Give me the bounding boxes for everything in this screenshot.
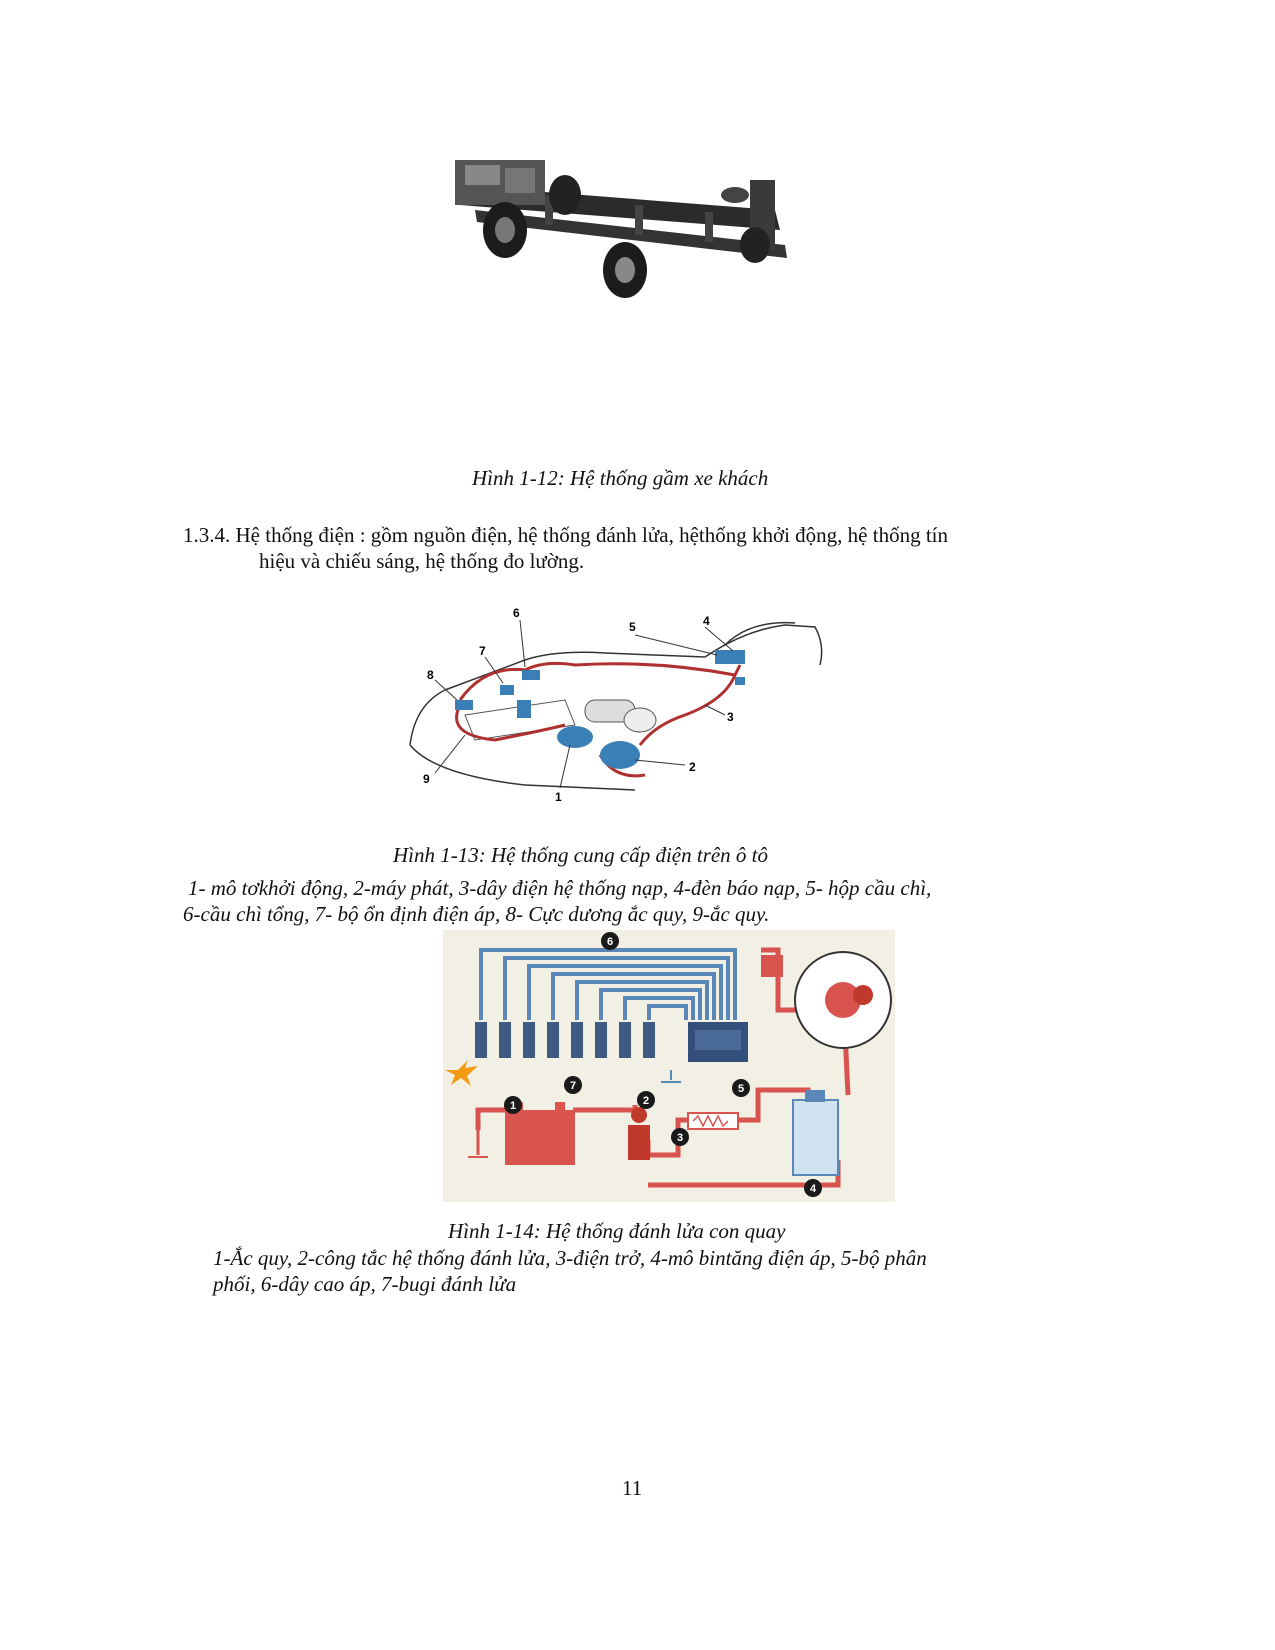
- callout-5: 5: [737, 1083, 745, 1095]
- section-line-1: 1.3.4. Hệ thống điện : gồm nguồn điện, hệ thống đánh lửa, hệthống khởi động, hệ thống tín: [183, 523, 948, 547]
- figure-legend-line-2: 6-cầu chì tổng, 7- bộ ổn định điện áp, 8- Cực dương ắc quy, 9-ắc quy.: [183, 902, 770, 926]
- callout-3: 3: [676, 1132, 684, 1144]
- callout-4: 4: [703, 614, 710, 628]
- ignition-system-diagram: [443, 930, 895, 1202]
- figure-caption: Hình 1-12: Hệ thống gầm xe khách: [472, 466, 769, 490]
- callout-2: 2: [689, 760, 696, 774]
- section-line-2: hiệu và chiếu sáng, hệ thống đo lường.: [259, 549, 585, 573]
- callout-4: 4: [809, 1183, 817, 1195]
- chassis-image: [435, 150, 815, 305]
- callout-8: 8: [427, 668, 434, 682]
- callout-1: 1: [555, 790, 562, 804]
- callout-9: 9: [423, 772, 430, 786]
- callout-2: 2: [642, 1095, 650, 1107]
- figure-legend-line-1: 1-Ắc quy, 2-công tắc hệ thống đánh lửa, 3-điện trở, 4-mô bintăng điện áp, 5-bộ phân: [213, 1246, 927, 1270]
- callout-6: 6: [606, 936, 614, 948]
- figure-legend-line-2: phối, 6-dây cao áp, 7-bugi đánh lửa: [213, 1272, 517, 1296]
- callout-6: 6: [513, 606, 520, 620]
- figure-caption: Hình 1-13: Hệ thống cung cấp điện trên ô tô: [393, 843, 769, 867]
- figure-caption: Hình 1-14: Hệ thống đánh lửa con quay: [448, 1219, 786, 1243]
- figure-legend-line-1: 1- mô tơkhởi động, 2-máy phát, 3-dây điện hệ thống nạp, 4-đèn báo nạp, 5- hộp cầu chì,: [188, 876, 932, 900]
- callout-5: 5: [629, 620, 636, 634]
- callout-3: 3: [727, 710, 734, 724]
- callout-7: 7: [569, 1080, 577, 1092]
- electrical-supply-diagram: [405, 605, 835, 805]
- callout-1: 1: [509, 1100, 517, 1112]
- page-number: 11: [622, 1476, 643, 1500]
- callout-7: 7: [479, 644, 486, 658]
